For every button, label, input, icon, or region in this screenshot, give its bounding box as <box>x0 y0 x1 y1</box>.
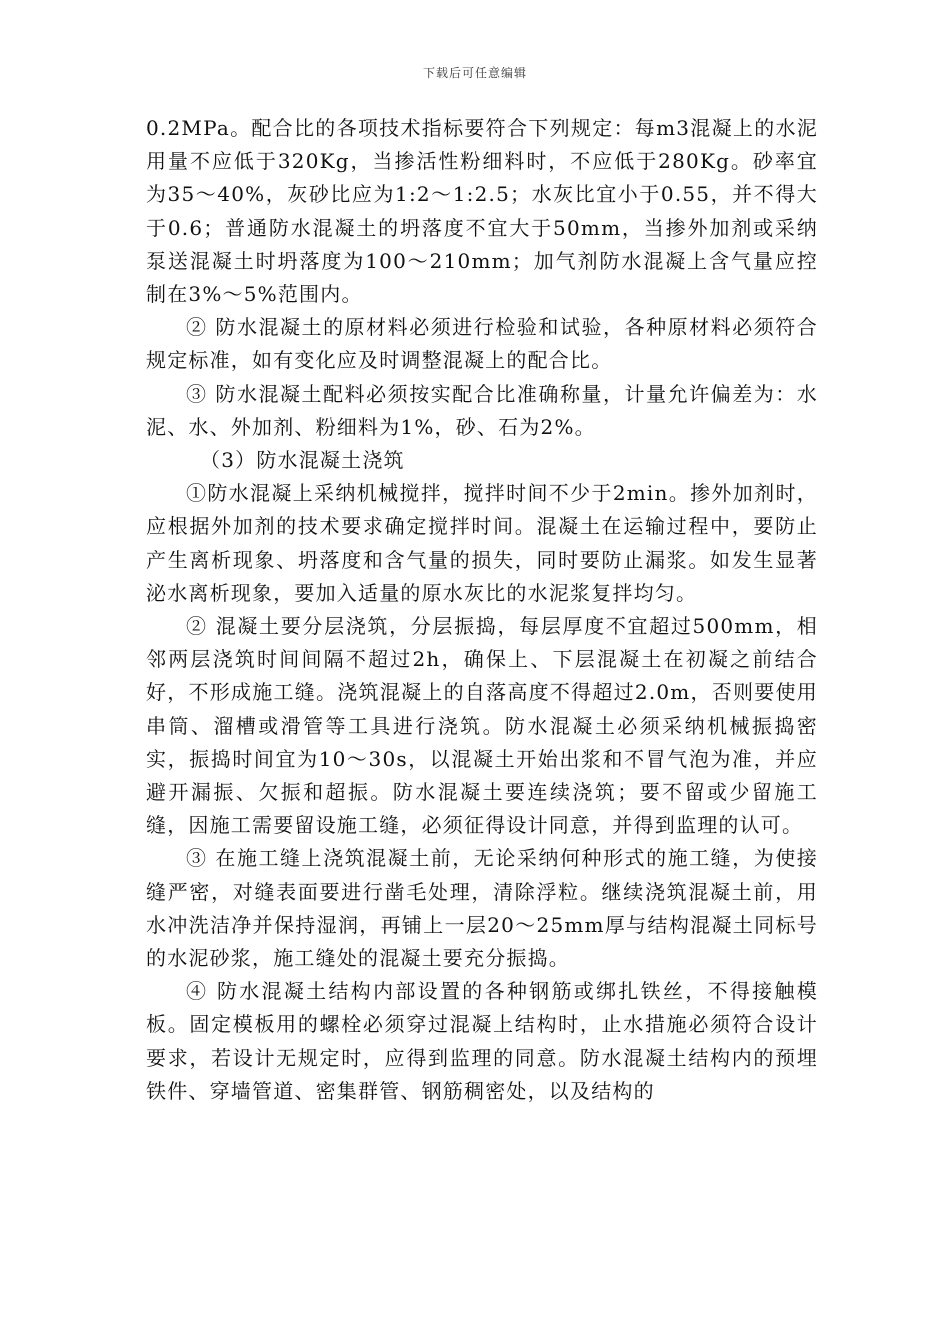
paragraph-raw-materials: ② 防水混凝土的原材料必须进行检验和试验，各种原材料必须符合规定标准，如有变化应及时调整混凝上的配合比。 <box>146 315 818 373</box>
page-header: 下载后可任意编辑 <box>422 66 527 80</box>
paragraph-batching: ③ 防水混凝土配料必须按实配合比准确称量，计量允许偏差为：水泥、水、外加剂、粉细料为1%，砂、石为2%。 <box>146 381 818 439</box>
section-heading-pouring: （3）防水混凝土浇筑 <box>200 448 405 473</box>
paragraph-layered-pouring: ② 混凝土要分层浇筑，分层振捣，每层厚度不宜超过500mm，相邻两层浇筑时间间隔不超过2h，确保上、下层混凝土在初凝之前结合好，不形成施工缝。浇筑混凝上的自落高度不得超过2.0m，否则要使用串筒、溜槽或滑管等工具进行浇筑。防水混凝土必须采纳机械振捣密实，振捣时间宜为10～30s，以混凝土开始出浆和不冒气泡为准，并应避开漏振、欠振和超振。防水混凝土要连续浇筑；要不留或少留施工缝，因施工需要留设施工缝，必须征得设计同意，并得到监理的认可。 <box>146 614 818 838</box>
paragraph-mixing: ①防水混凝上采纳机械搅拌，搅拌时间不少于2min。掺外加剂时，应根据外加剂的技术要求确定搅拌时间。混凝土在运输过程中，要防止产生离析现象、坍落度和含气量的损失，同时要防止漏浆。如发生显著泌水离析现象，要加入适量的原水灰比的水泥浆复拌均匀。 <box>146 481 818 605</box>
document-body <box>146 112 818 1108</box>
paragraph-construction-joints: ③ 在施工缝上浇筑混凝土前，无论采纳何种形式的施工缝，为使接缝严密，对缝表面要进行凿毛处理，清除浮粒。继续浇筑混凝土前，用水冲洗洁净并保持湿润，再铺上一层20～25mm厚与结构混凝土同标号的水泥砂浆，施工缝处的混凝土要充分振捣。 <box>146 846 818 971</box>
paragraph-embedded-items: ④ 防水混凝土结构内部设置的各种钢筋或绑扎铁丝，不得接触模板。固定模板用的螺栓必须穿过混凝上结构时，止水措施必须符合设计要求，若设计无规定时，应得到监理的同意。防水混凝土结构内的预埋铁件、穿墙管道、密集群管、钢筋稠密处，以及结构的 <box>146 979 818 1103</box>
paragraph-mix-requirements: 0.2MPa。配合比的各项技术指标要符合下列规定：每m3混凝上的水泥用量不应低于320Kg，当掺活性粉细料时，不应低于280Kg。砂率宜为35～40%，灰砂比应为1:2～1:2.5；水灰比宜小于0.55，并不得大于0.6；普通防水混凝土的坍落度不宜大于50mm，当掺外加剂或采纳泵送混凝土时坍落度为100～210mm；加气剂防水混凝上含气量应控制在3%～5%范围内。 <box>146 116 818 307</box>
